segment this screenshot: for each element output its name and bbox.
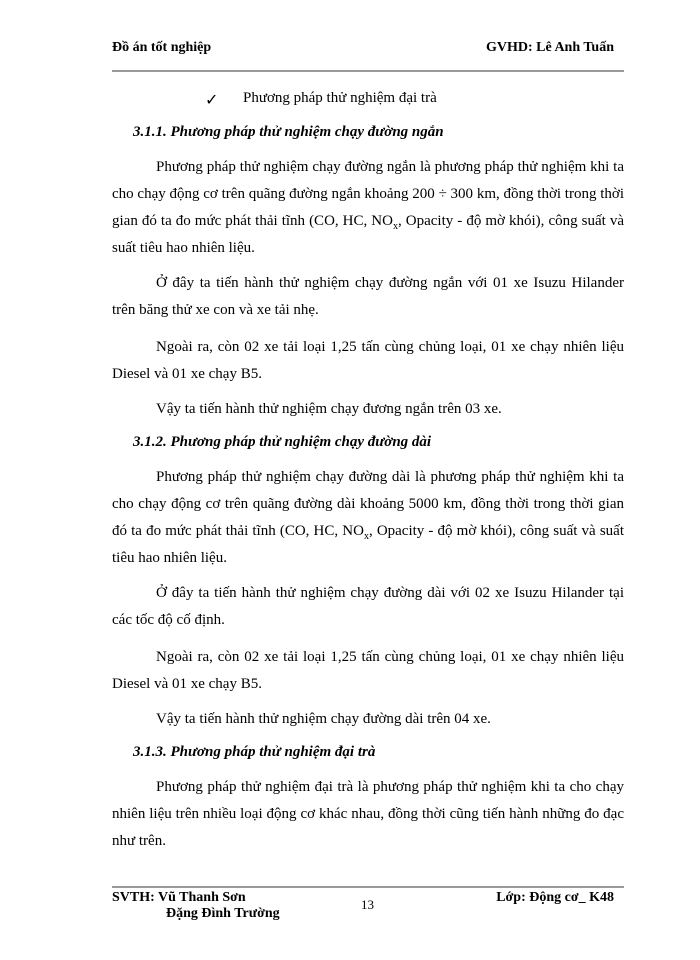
paragraph: Phương pháp thử nghiệm chạy đường ngắn là phương pháp thử nghiệm khi ta cho chạy động cơ trên quãng đường ngắn khoảng 200 ÷ 300 km, đồng thời trong thời gian đó ta đo mức phát thải tĩnh (CO, HC, $NO_x$, Opacity - độ mờ khói), công suất và suất tiêu hao nhiên liệu. [112,159,625,256]
header-advisor: GVHD: Lê Anh Tuấn [486,40,614,55]
section-heading-3-1-3: 3.1.3. Phương pháp thử nghiệm đại trà [133,744,376,760]
paragraph: Ở đây ta tiến hành thử nghiệm chạy đường ngắn với 01 xe Isuzu Hilander trên băng thử xe con và xe tải nhẹ. [112,275,624,318]
checkmark-icon: ✓ [205,92,219,109]
header-divider [112,70,624,72]
page-number: 13 [361,897,374,912]
section-heading-3-1-2: 3.1.2. Phương pháp thử nghiệm chạy đường dài [133,434,432,450]
paragraph: Phương pháp thử nghiệm chạy đường dài là phương pháp thử nghiệm khi ta cho chạy động cơ trên quãng đường dài khoảng 5000 km, đồng thời trong thời gian đó ta đo mức phát thải tĩnh (CO, HC, $NO_x$, Opacity - độ mờ khói), công suất và suất tiêu hao nhiên liệu. [112,469,624,566]
paragraph: Ngoài ra, còn 02 xe tải loại 1,25 tấn cùng chủng loại, 01 xe chạy nhiên liệu Diesel và 01 xe chạy B5. [112,339,624,382]
footer-divider [112,886,624,888]
paragraph: Vậy ta tiến hành thử nghiệm chạy đương ngắn trên 03 xe. [156,401,502,417]
intro-item-label: Phương pháp thử nghiệm đại trà [243,90,437,106]
paragraph: Ngoài ra, còn 02 xe tải loại 1,25 tấn cùng chủng loại, 01 xe chạy nhiên liệu Diesel và 01 xe chạy B5. [112,649,624,692]
paragraph: Vậy ta tiến hành thử nghiệm chạy đường dài trên 04 xe. [156,711,491,727]
paragraph: Phương pháp thử nghiệm đại trà là phương pháp thử nghiệm khi ta cho chạy nhiên liệu trên nhiều loại động cơ khác nhau, đồng thời cũng tiến hành những đo đạc như trên. [112,779,624,849]
footer-author-1: SVTH: Vũ Thanh Sơn [112,890,246,905]
footer-class: Lớp: Động cơ_ K48 [496,890,614,905]
paragraph: Ở đây ta tiến hành thử nghiệm chạy đường dài với 02 xe Isuzu Hilander tại các tốc độ cố định. [112,585,624,628]
footer-author-2: Đặng Đình Trường [166,906,280,921]
header-title: Đồ án tốt nghiệp [112,40,212,55]
section-heading-3-1-1: 3.1.1. Phương pháp thử nghiệm chạy đường ngắn [133,124,444,140]
